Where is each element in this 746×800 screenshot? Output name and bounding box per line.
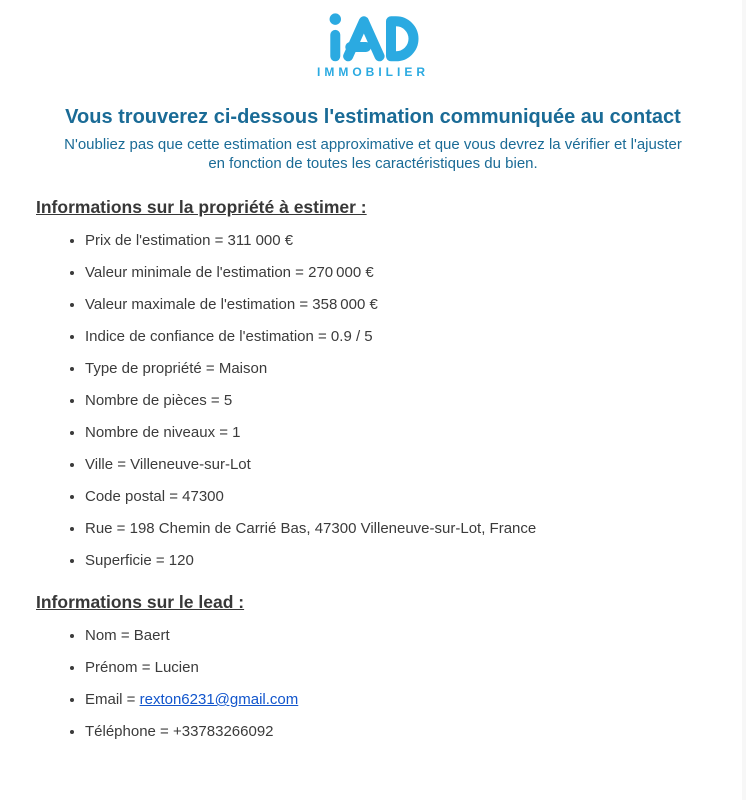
iad-logo-subtext: IMMOBILIER	[317, 65, 429, 79]
iad-logo	[0, 12, 746, 79]
list-item	[85, 690, 746, 709]
list-item: • Nombre de niveaux = 1	[85, 423, 746, 442]
list-item: • Prix de l'estimation = 311 000 €	[85, 231, 746, 250]
page-edge-strip	[742, 0, 746, 800]
lead-info-list	[36, 626, 746, 741]
list-item: • Code postal = 47300	[85, 487, 746, 506]
list-item: • Superficie = 120	[85, 551, 746, 570]
list-item: • Indice de confiance de l'estimation = 0.9 / 5	[85, 327, 746, 346]
page-subtitle	[0, 135, 746, 173]
list-item: • Ville = Villeneuve-sur-Lot	[85, 455, 746, 474]
section-heading-property: Informations sur la propriété à estimer :	[36, 197, 367, 217]
list-item: • Nombre de pièces = 5	[85, 391, 746, 410]
iad-logo-mark	[326, 12, 420, 62]
email-link[interactable]: rexton6231@gmail.com	[139, 691, 299, 708]
list-item: • Rue = 198 Chemin de Carrié Bas, 47300 Villeneuve-sur-Lot, France	[85, 519, 746, 538]
property-info-list	[36, 231, 746, 570]
list-item: • Nom = Baert	[85, 626, 746, 645]
page-title: Vous trouverez ci-dessous l'estimation communiquée au contact	[65, 106, 681, 128]
list-item: • Type de propriété = Maison	[85, 359, 746, 378]
list-item: • Téléphone = +33783266092	[85, 722, 746, 741]
list-item: • Valeur maximale de l'estimation = 358 000 €	[85, 295, 746, 314]
list-item-text: Email =	[85, 691, 140, 708]
list-item: • Prénom = Lucien	[85, 658, 746, 677]
section-heading-lead: Informations sur le lead :	[36, 592, 245, 612]
subtitle-line-1: N'oubliez pas que cette estimation est approximative et que vous devrez la vérifier et l'ajuster	[64, 136, 682, 153]
list-item: • Valeur minimale de l'estimation = 270 000 €	[85, 263, 746, 282]
subtitle-line-2: en fonction de toutes les caractéristiques du bien.	[208, 155, 538, 172]
